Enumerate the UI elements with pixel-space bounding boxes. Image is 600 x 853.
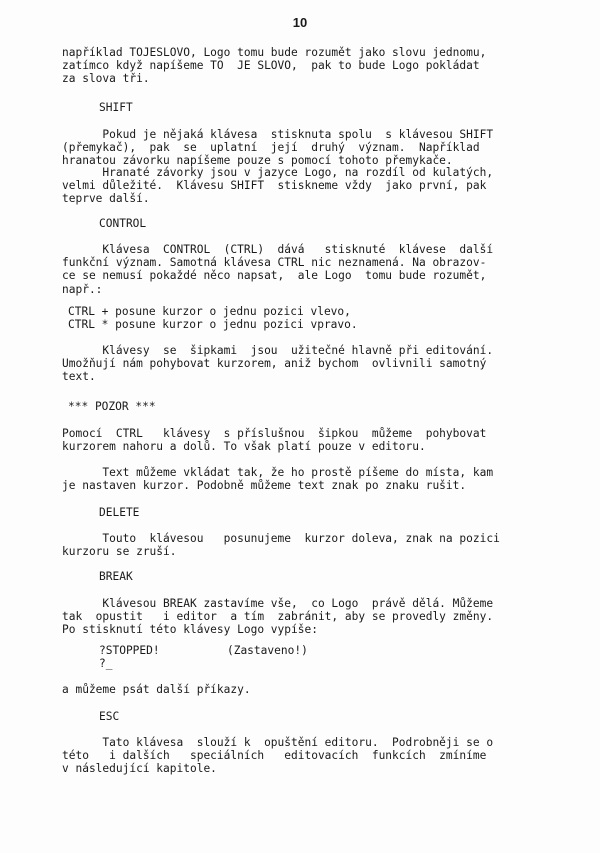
text-line: tak opustit i editor a tím zabránit, aby se provedly změny.: [62, 610, 494, 624]
page-number: 10: [292, 15, 308, 30]
text-line: ?STOPPED! (Zastaveno!): [99, 644, 308, 657]
paragraph-ctrl-p1: [62, 243, 542, 296]
text-line: ESC: [99, 710, 120, 723]
text-line: Hranaté závorky jsou v jazyce Logo, na rozdíl od kulatých,: [62, 166, 494, 179]
section-heading-control: [99, 217, 579, 230]
paragraph-intro: [62, 46, 542, 86]
text-line: v následující kapitole.: [62, 762, 217, 776]
text-line: zatímco když napíšeme TO JE SLOVO, pak to bude Logo pokládat: [62, 59, 480, 73]
text-line: za slova tři.: [62, 72, 150, 86]
text-line: CTRL * posune kurzor o jednu pozici vpravo.: [68, 318, 358, 332]
text-line: text.: [62, 370, 96, 384]
text-line: Klávesy se šipkami jsou užitečné hlavně při editování.: [62, 344, 494, 357]
paragraph-pozor-p: [62, 427, 542, 453]
text-line: teprve další.: [62, 192, 150, 206]
text-line: BREAK: [99, 570, 133, 583]
text-line: Touto klávesou posunujeme kurzor doleva, znak na pozici: [62, 532, 500, 545]
text-line: kurzorem nahoru a dolů. To však platí pouze v editoru.: [62, 440, 426, 454]
text-line: kurzoru se zruší.: [62, 545, 177, 559]
paragraph-stopped: [99, 644, 579, 670]
section-heading-esc: [99, 710, 579, 723]
text-line: funkční význam. Samotná klávesa CTRL nic neznamená. Na obrazov-: [62, 256, 487, 270]
text-line: této i dalších speciálních editovacích funkcích zmíníme: [62, 749, 487, 763]
text-line: CONTROL: [99, 217, 147, 230]
text-line: velmi důležité. Klávesu SHIFT stiskneme vždy jako první, pak: [62, 179, 487, 193]
text-line: Klávesa CONTROL (CTRL) dává stisknuté klávese další: [62, 243, 494, 256]
text-line: ce se nemusí pokaždé něco napsat, ale Logo tomu bude rozumět,: [62, 269, 487, 283]
text-line: CTRL + posune kurzor o jednu pozici vlevo,: [68, 305, 351, 318]
paragraph-ctrl-list: [68, 305, 548, 331]
text-line: hranatou závorku napíšeme pouze s pomocí tohoto přemykače.: [62, 154, 453, 168]
paragraph-break-p: [62, 597, 542, 637]
paragraph-shift-p1: [62, 128, 542, 168]
text-line: (přemykač), pak se uplatní její druhý význam. Například: [62, 141, 480, 155]
text-line: Umožňují nám pohybovat kurzorem, aniž bychom ovlivnili samotný: [62, 357, 487, 371]
paragraph-esc-p: [62, 736, 542, 776]
section-heading-delete: [99, 506, 579, 519]
text-line: Pokud je nějaká klávesa stisknuta spolu s klávesou SHIFT: [62, 128, 494, 141]
section-heading-shift: [99, 101, 579, 114]
text-line: DELETE: [99, 506, 140, 519]
paragraph-dalsi: [62, 683, 542, 696]
text-line: ?_: [99, 657, 113, 671]
text-line: Tato klávesa slouží k opuštění editoru. Podrobněji se o: [62, 736, 494, 749]
section-heading-pozor: [68, 400, 548, 413]
paragraph-delete-p: [62, 532, 542, 558]
section-heading-break: [99, 570, 579, 583]
text-line: *** POZOR ***: [68, 400, 156, 413]
text-line: například TOJESLOVO, Logo tomu bude rozumět jako slovu jednomu,: [62, 46, 487, 59]
text-line: Text můžeme vkládat tak, že ho prostě píšeme do místa, kam: [62, 466, 494, 479]
paragraph-sipky-p: [62, 344, 542, 384]
text-line: a můžeme psát další příkazy.: [62, 683, 251, 696]
text-line: je nastaven kurzor. Podobně můžeme text znak po znaku rušit.: [62, 479, 467, 493]
text-line: Pomocí CTRL klávesy s příslušnou šipkou můžeme pohybovat: [62, 427, 487, 440]
text-line: Klávesou BREAK zastavíme vše, co Logo právě dělá. Můžeme: [62, 597, 494, 610]
text-line: např.:: [62, 282, 103, 296]
paragraph-shift-p2: [62, 166, 542, 206]
paragraph-text-p: [62, 466, 542, 492]
text-line: SHIFT: [99, 101, 133, 114]
text-line: Po stisknutí této klávesy Logo vypíše:: [62, 623, 318, 637]
